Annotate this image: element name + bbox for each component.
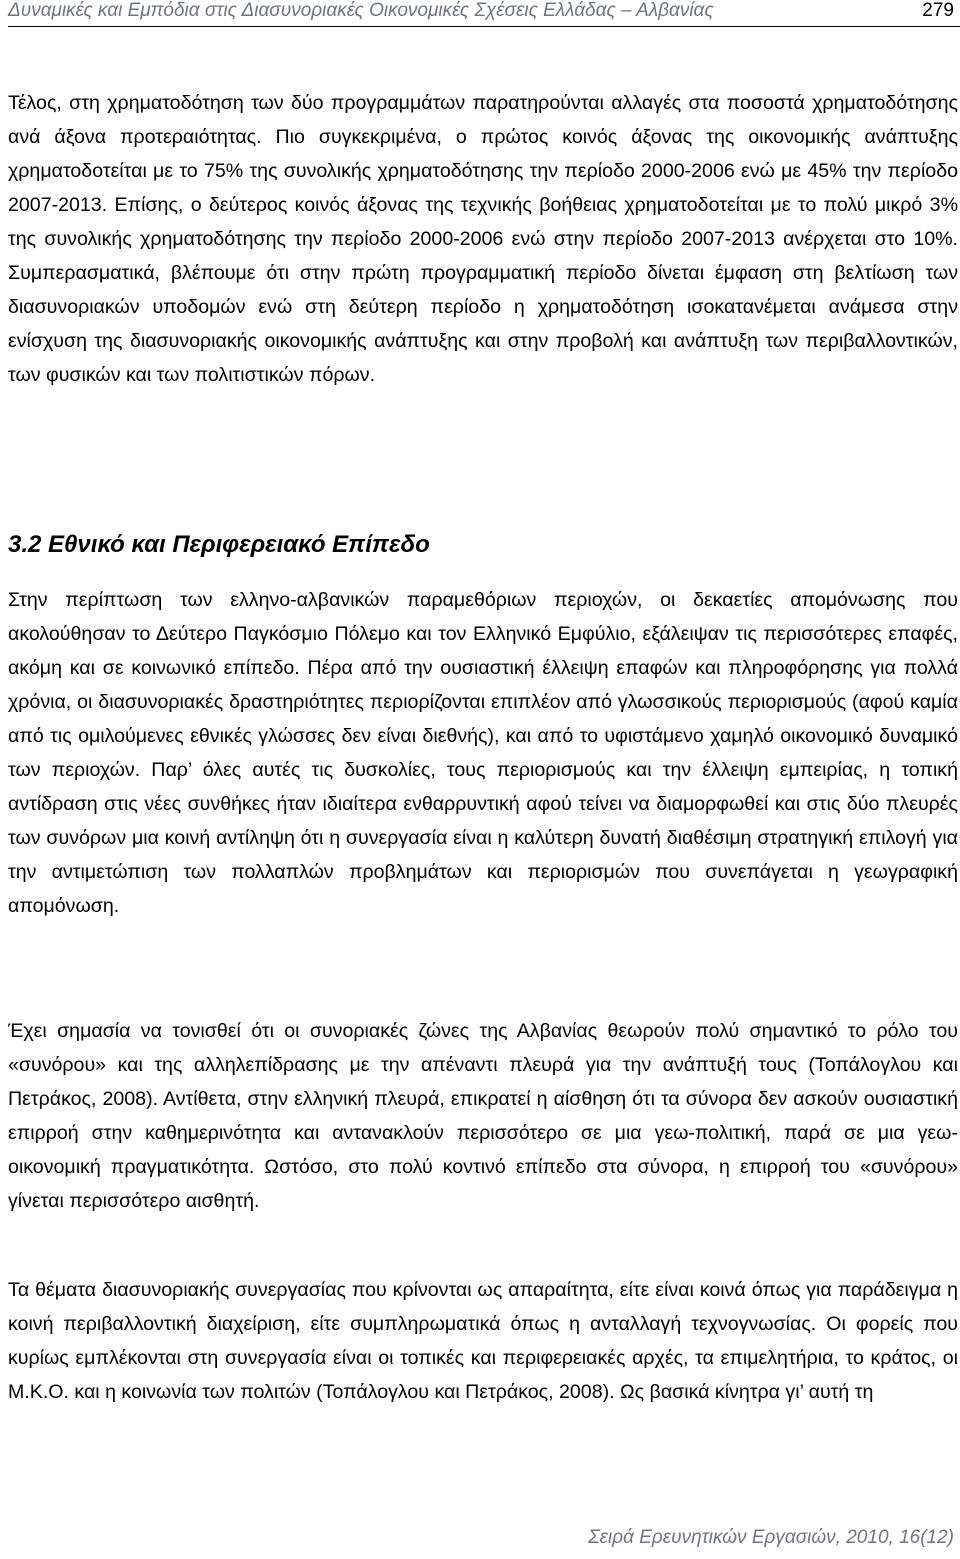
footer-series: Σειρά Ερευνητικών Εργασιών, 2010, 16(12) <box>588 1527 954 1548</box>
paragraph-funding-changes: Τέλος, στη χρηματοδότηση των δύο προγραμμάτων παρατηρούνται αλλαγές στα ποσοστά χρηματοδότησης ανά άξονα προτεραιότητας. Πιο συγκεκριμένα, ο πρώτος κοινός άξονας της οικονομικής ανάπτυξης χρηματοδοτείται με το 75% της συνολικής χρηματοδότησης την περίοδο 2000-2006 ενώ με 45% την περίοδο 2007-2013. Επίσης, ο δεύτερος κοινός άξονας της τεχνικής βοήθειας χρηματοδοτείται με το πολύ μικρό 3% της συνολικής χρηματοδότησης την περίοδο 2000-2006 ενώ στην περίοδο 2007-2013 ανέρχεται στο 10%. Συμπερασματικά, βλέπουμε ότι στην πρώτη προγραμματική περίοδο δίνεται έμφαση στη βελτίωση των διασυνοριακών υποδομών ενώ στη δεύτερη περίοδο η χρηματοδότηση ισοκατανέμεται ανάμεσα στην ενίσχυση της διασυνοριακής οικονομικής ανάπτυξης και στην προβολή και ανάπτυξη των περιβαλλοντικών, των φυσικών και των πολιτιστικών πόρων. <box>8 92 958 386</box>
running-header-title: Δυναμικές και Εμπόδια στις Διασυνοριακές Οικονομικές Σχέσεις Ελλάδας – Αλβανίας <box>8 0 714 21</box>
running-header <box>8 0 960 27</box>
paragraph-border-regions: Στην περίπτωση των ελληνο-αλβανικών παραμεθόριων περιοχών, οι δεκαετίες απομόνωσης που ακολούθησαν το Δεύτερο Παγκόσμιο Πόλεμο και τον Ελληνικό Εμφύλιο, εξάλειψαν τις περισσότερες επαφές, ακόμη και σε κοινωνικό επίπεδο. Πέρα από την ουσιαστική έλλειψη επαφών και πληροφόρησης για πολλά χρόνια, οι διασυνοριακές δραστηριότητες περιορίζονται επιπλέον από γλωσσικούς περιορισμούς (αφού καμία από τις ομιλούμενες εθνικές γλώσσες δεν είναι διεθνής), και από το υφιστάμενο χαμηλό οικονομικό δυναμικό των περιοχών. Παρ’ όλες αυτές τις δυσκολίες, τους περιορισμούς και την έλλειψη εμπειρίας, η τοπική αντίδραση στις νέες συνθήκες ήταν ιδιαίτερα ενθαρρυντική αφού τείνει να διαμορφωθεί και στις δύο πλευρές των συνόρων μια κοινή αντίληψη ότι η συνεργασία είναι η καλύτερη δυνατή διαθέσιμη στρατηγική επιλογή για την αντιμετώπιση των πολλαπλών προβλημάτων και περιορισμών που συνεπάγεται η γεωγραφική απομόνωση. <box>8 589 958 917</box>
page-number: 279 <box>922 0 954 21</box>
paragraph-border-zones-albania: Έχει σημασία να τονισθεί ότι οι συνοριακές ζώνες της Αλβανίας θεωρούν πολύ σημαντικό το ρόλο του «συνόρου» και της αλληλεπίδρασης με την απέναντι πλευρά για την ανάπτυξή τους (Τοπάλογλου και Πετράκος, 2008). Αντίθετα, στην ελληνική πλευρά, επικρατεί η αίσθηση ότι τα σύνορα δεν ασκούν ουσιαστική επιρροή στην καθημερινότητα και αντανακλούν περισσότερο σε μια γεω-πολιτική, παρά σε μια γεω-οικονομική πραγματικότητα. Ωστόσο, στο πολύ κοντινό επίπεδο στα σύνορα, η επιρροή του «συνόρου» γίνεται περισσότερο αισθητή. <box>8 1020 958 1212</box>
section-heading: 3.2 Εθνικό και Περιφερειακό Επίπεδο <box>8 531 430 558</box>
paragraph-cooperation-topics: Τα θέματα διασυνοριακής συνεργασίας που κρίνονται ως απαραίτητα, είτε είναι κοινά όπως για παράδειγμα η κοινή περιβαλλοντική διαχείριση, είτε συμπληρωματικά όπως η ανταλλαγή τεχνογνωσίας. Οι φορείς που κυρίως εμπλέκονται στη συνεργασία είναι οι τοπικές και περιφερειακές αρχές, τα επιμελητήρια, το κράτος, οι Μ.Κ.Ο. και η κοινωνία των πολιτών (Τοπάλογλου και Πετράκος, 2008). Ως βασικά κίνητρα γι’ αυτή τη <box>8 1279 958 1403</box>
